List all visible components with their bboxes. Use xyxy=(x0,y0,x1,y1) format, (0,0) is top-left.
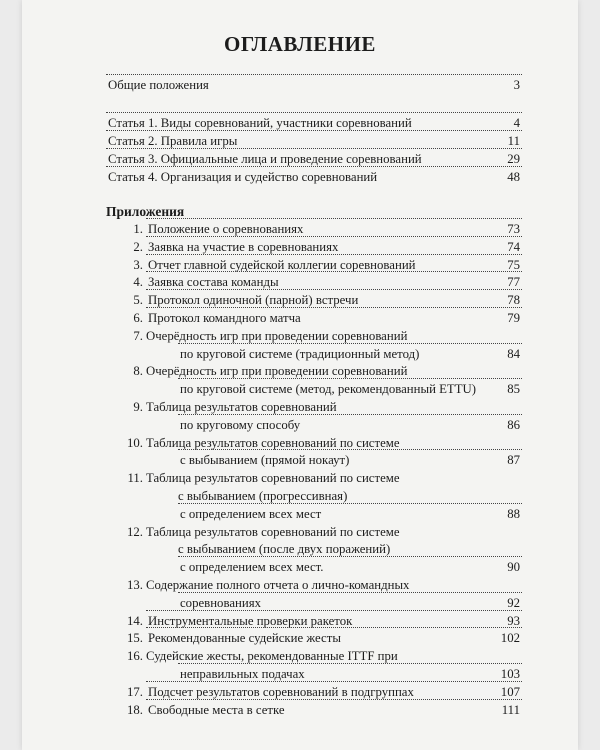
toc-entry-label: Статья 1. Виды соревнований, участники соревнований xyxy=(108,116,412,130)
appendix-entry-number: 8. xyxy=(133,364,143,379)
appendix-entry-text: по круговой системе (метод, рекомендованный ETTU) xyxy=(180,382,477,397)
dot-leader xyxy=(178,378,522,379)
appendix-entry-page: 75 xyxy=(504,258,522,273)
appendix-entry-text: Заявка на участие в соревнованиях xyxy=(148,239,339,254)
appendix-entry-text: с определением всех мест xyxy=(180,506,322,521)
appendix-entry-number: 4. xyxy=(133,275,143,290)
dot-leader xyxy=(106,148,522,149)
toc-entry-page: 3 xyxy=(511,78,522,93)
appendix-entry-text: Рекомендованные судейские жесты xyxy=(148,631,341,646)
appendix-entry-page: 103 xyxy=(498,667,522,682)
dot-leader xyxy=(106,166,522,167)
appendix-entry-page: 87 xyxy=(504,453,522,468)
dot-leader xyxy=(146,627,522,628)
toc-entry-page: 48 xyxy=(504,170,522,185)
dot-leader xyxy=(146,307,522,308)
dot-leader xyxy=(178,449,522,450)
appendix-entry-page: 78 xyxy=(504,293,522,308)
dot-leader xyxy=(146,236,522,237)
dot-leader xyxy=(146,681,522,682)
appendix-entry-text: Заявка состава команды xyxy=(148,275,279,290)
appendix-entry-number: 13. xyxy=(127,578,143,592)
appendix-entry-text: Таблица результатов соревнований по системе xyxy=(146,435,400,450)
appendix-entry-text: с выбыванием (прогрессивная) xyxy=(178,489,348,503)
dot-leader xyxy=(106,74,522,75)
dot-leader xyxy=(178,503,522,504)
appendix-entry-text: с выбыванием (после двух поражений) xyxy=(178,542,391,557)
appendix-entry-page: 79 xyxy=(504,311,522,326)
toc-entry-page: 11 xyxy=(505,134,522,149)
appendix-entry-text: неправильных подачах xyxy=(180,667,305,681)
appendix-entry-page: 84 xyxy=(504,347,522,362)
appendix-entry-text: по круговой системе (традиционный метод) xyxy=(180,346,420,361)
appendix-entry-page: 77 xyxy=(504,275,522,290)
appendix-entry-text: по круговому способу xyxy=(180,417,301,432)
appendix-entry-text: Протокол одиночной (парной) встречи xyxy=(148,293,359,308)
appendix-entry-page: 85 xyxy=(504,382,522,397)
toc-entry-page: 29 xyxy=(504,152,522,167)
appendix-entry-number: 3. xyxy=(133,257,143,272)
document-page xyxy=(22,0,578,750)
appendix-section-title: Приложения xyxy=(106,204,185,219)
appendix-entry-number: 6. xyxy=(133,311,143,325)
toc-entry-label: Статья 4. Организация и судейство соревнований xyxy=(108,170,378,184)
appendix-entry-text: Таблица результатов соревнований по системе xyxy=(146,471,400,486)
appendix-entry-page: 88 xyxy=(504,507,522,522)
appendix-entry-text: Таблица результатов соревнований по системе xyxy=(146,524,400,539)
toc-entry-label: Общие положения xyxy=(108,78,209,92)
appendix-entry-text: соревнованиях xyxy=(180,595,261,610)
appendix-entry-page: 102 xyxy=(498,631,522,646)
dot-leader xyxy=(178,592,522,593)
appendix-entry-number: 10. xyxy=(127,435,143,450)
appendix-entry-text: Очерёдность игр при проведении соревнований xyxy=(146,364,408,379)
appendix-entry-page: 93 xyxy=(504,614,522,629)
appendix-entry-text: Очерёдность игр при проведении соревнований xyxy=(146,328,408,343)
dot-leader xyxy=(106,112,522,113)
appendix-entry-page: 74 xyxy=(504,240,522,255)
appendix-entry-text: Свободные места в сетке xyxy=(148,702,285,717)
dot-leader xyxy=(106,130,522,131)
appendix-entry-text: Отчет главной судейской коллегии соревнований xyxy=(148,257,416,272)
appendix-entry-number: 15. xyxy=(127,631,143,646)
dot-leader xyxy=(146,610,522,611)
appendix-entry-text: с выбыванием (прямой нокаут) xyxy=(180,453,350,468)
appendix-entry-number: 9. xyxy=(133,400,143,414)
dot-leader xyxy=(178,414,522,415)
appendix-entry-number: 17. xyxy=(127,684,143,699)
page-title: ОГЛАВЛЕНИЕ xyxy=(224,32,376,56)
appendix-entry-text: Судейские жесты, рекомендованные ITTF при xyxy=(146,649,398,664)
dot-leader xyxy=(178,343,522,344)
appendix-entry-number: 14. xyxy=(127,613,143,628)
appendix-entry-number: 5. xyxy=(133,293,143,308)
appendix-entry-text: Протокол командного матча xyxy=(148,311,301,325)
appendix-entry-page: 111 xyxy=(499,703,522,718)
appendix-entry-number: 16. xyxy=(127,649,143,664)
appendix-entry-page: 90 xyxy=(504,560,522,575)
appendix-entry-text: Инструментальные проверки ракеток xyxy=(148,613,353,628)
toc-entry-page: 4 xyxy=(511,116,522,131)
dot-leader xyxy=(146,254,522,255)
appendix-entry-number: 12. xyxy=(127,524,143,539)
appendix-entry-text: Таблица результатов соревнований xyxy=(146,400,337,414)
appendix-entry-page: 107 xyxy=(498,685,522,700)
dot-leader xyxy=(146,699,522,700)
appendix-entry-page: 73 xyxy=(504,222,522,237)
appendix-entry-number: 7. xyxy=(133,328,143,343)
appendix-entry-text: Положение о соревнованиях xyxy=(148,222,304,236)
appendix-entry-text: Содержание полного отчета о лично-командных xyxy=(146,578,410,592)
dot-leader xyxy=(146,271,522,272)
toc-entry-label: Статья 3. Официальные лица и проведение соревнований xyxy=(108,152,422,166)
appendix-entry-text: с определением всех мест. xyxy=(180,560,324,575)
dot-leader xyxy=(178,663,522,664)
dot-leader xyxy=(146,218,522,219)
appendix-entry-text: Подсчет результатов соревнований в подгруппах xyxy=(148,684,414,699)
appendix-entry-page: 92 xyxy=(504,596,522,611)
toc-entry-label: Статья 2. Правила игры xyxy=(108,134,238,148)
dot-leader xyxy=(178,556,522,557)
appendix-entry-number: 18. xyxy=(127,702,143,717)
appendix-entry-number: 2. xyxy=(133,239,143,254)
dot-leader xyxy=(146,289,522,290)
appendix-entry-number: 11. xyxy=(127,471,143,486)
appendix-entry-page: 86 xyxy=(504,418,522,433)
appendix-entry-number: 1. xyxy=(133,222,143,236)
